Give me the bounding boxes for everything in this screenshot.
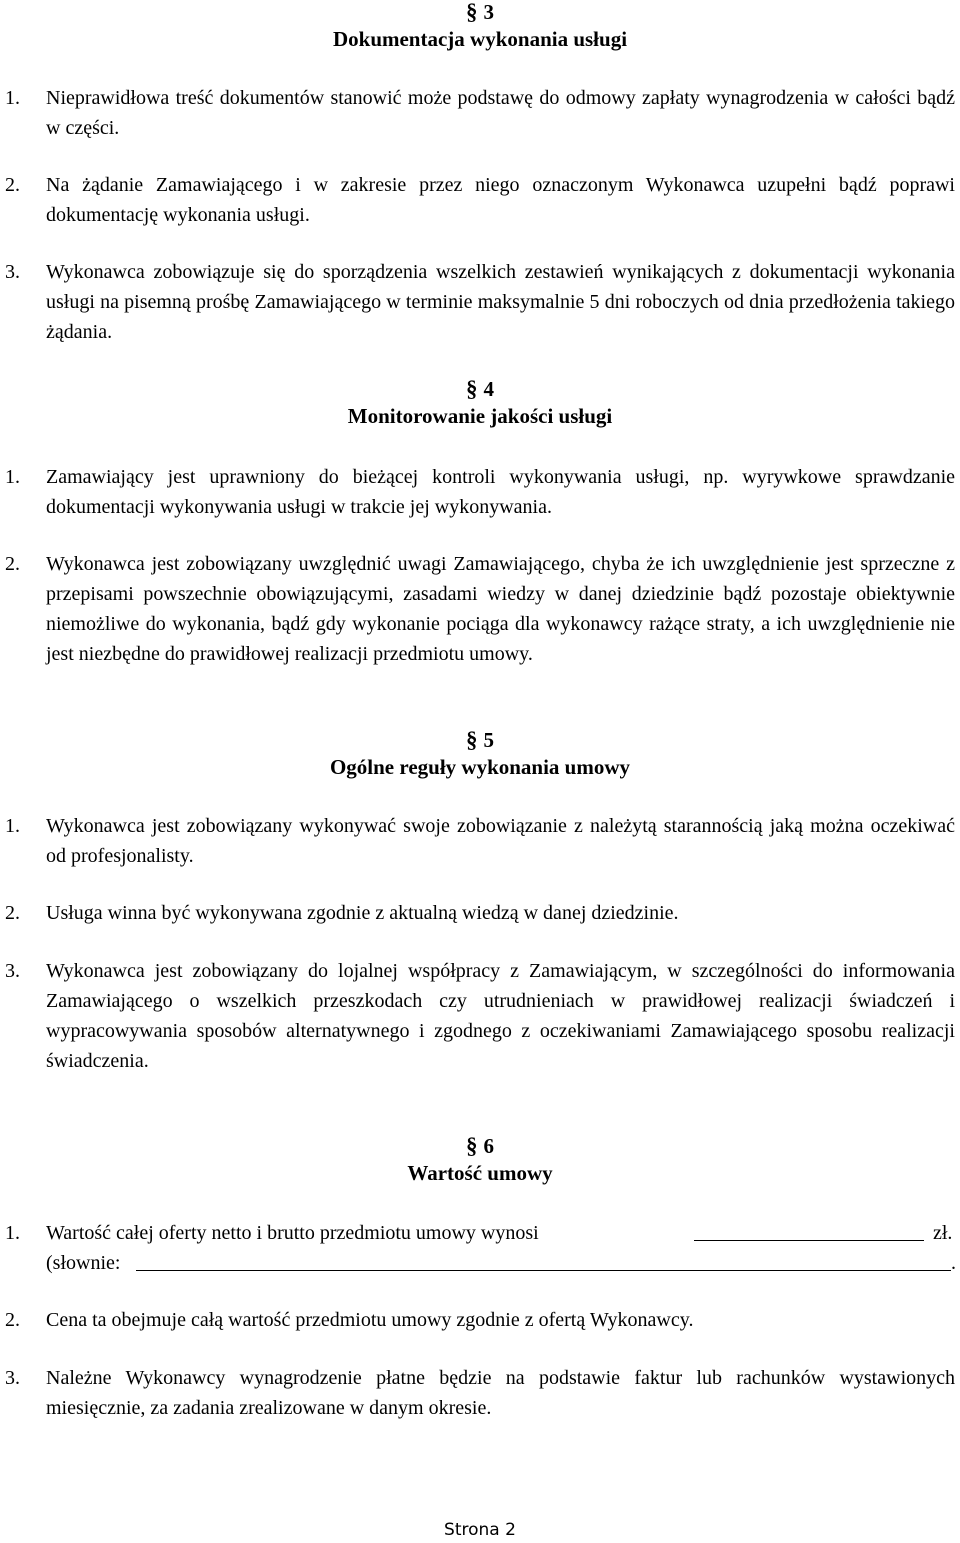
section-title: Monitorowanie jakości usługi [347, 404, 613, 428]
section-title: Wartość umowy [407, 1161, 553, 1185]
item-number: 1. [5, 815, 20, 837]
item-text: Cena ta obejmuje całą wartość przedmiotu umowy zgodnie z ofertą Wykonawcy. [46, 1309, 694, 1331]
item-number: 2. [5, 1309, 20, 1331]
item-text: Wykonawca zobowiązuje się do sporządzenia wszelkich zestawień wynikających z dokumentacji wykonania usługi na pisemną prośbę Zamawiającego w terminie maksymalnie 5 dni roboczych od dnia przedłożenia takiego żądania. [46, 261, 955, 343]
item-text: Zamawiający jest uprawniony do bieżącej kontroli wykonywania usługi, np. wyrywkowe sprawdzanie dokumentacji wykonywania usługi w trakcie jej wykonywania. [46, 466, 955, 518]
item-text: Usługa winna być wykonywana zgodnie z aktualną wiedzą w danej dziedzinie. [46, 902, 679, 924]
list-item [5, 462, 955, 522]
item-text: (słownie: [46, 1252, 121, 1274]
section-number: 6 [483, 1134, 494, 1158]
section-title: Ogólne reguły wykonania umowy [329, 755, 631, 779]
item-number: 3. [5, 960, 20, 982]
amount-in-words-blank-field[interactable] [136, 1248, 951, 1271]
item-text: Wykonawca jest zobowiązany wykonywać swoje zobowiązanie z należytą starannością jaką można oczekiwać od profesjonalisty. [46, 815, 955, 867]
list-item [5, 1218, 955, 1278]
section-number: 5 [483, 728, 494, 752]
list-item [5, 170, 955, 230]
amount-blank-field[interactable] [694, 1218, 924, 1241]
section-4-header [0, 377, 960, 431]
section-title: Dokumentacja wykonania usługi [332, 27, 628, 51]
item-number: 1. [5, 87, 20, 109]
item-number: 2. [5, 902, 20, 924]
section-number: 3 [483, 0, 494, 24]
item-number: 3. [5, 1367, 20, 1389]
item-text: Na żądanie Zamawiającego i w zakresie przez niego oznaczonym Wykonawca uzupełni bądź poprawi dokumentację wykonania usługi. [46, 174, 955, 226]
list-item [5, 1363, 955, 1423]
sentence-end: . [951, 1252, 956, 1274]
item-number: 3. [5, 261, 20, 283]
page-footer: Strona 2 [444, 1520, 516, 1540]
list-item [5, 83, 955, 143]
currency-unit: zł. [933, 1222, 953, 1244]
item-text: Należne Wykonawcy wynagrodzenie płatne będzie na podstawie faktur lub rachunków wystawionych miesięcznie, za zadania zrealizowane w danym okresie. [46, 1367, 955, 1419]
item-text: Nieprawidłowa treść dokumentów stanowić może podstawę do odmowy zapłaty wynagrodzenia w całości bądź w części. [46, 87, 955, 139]
section-6-header [0, 1134, 960, 1188]
item-number: 1. [5, 466, 20, 488]
section-5-header [0, 728, 960, 782]
list-item [5, 811, 955, 871]
list-item [5, 549, 955, 669]
item-number: 1. [5, 1222, 20, 1244]
item-number: 2. [5, 553, 20, 575]
section-3-header [0, 0, 960, 54]
list-item [5, 1305, 955, 1335]
section-number: 4 [483, 377, 494, 401]
section-symbol: § [466, 376, 478, 401]
item-text: Wartość całej oferty netto i brutto przedmiotu umowy wynosi [46, 1222, 539, 1244]
section-symbol: § [466, 0, 478, 24]
section-symbol: § [466, 727, 478, 752]
item-text: Wykonawca jest zobowiązany do lojalnej współpracy z Zamawiającym, w szczególności do informowania Zamawiającego o wszelkich przeszkodach czy utrudnieniach w prawidłowej realizacji świadczeń i wypracowywania sposobów alternatywnego i zgodnego z oczekiwaniami Zamawiającego sposobu realizacji świadczenia. [46, 960, 955, 1072]
list-item [5, 956, 955, 1076]
item-text: Wykonawca jest zobowiązany uwzględnić uwagi Zamawiającego, chyba że ich uwzględnienie jest sprzeczne z przepisami powszechnie obowiązującymi, zasadami wiedzy w danej dziedzinie bądź pozostaje obiektywnie niemożliwe do wykonania, bądź gdy wykonanie pociąga dla wykonawcy rażące straty, a ich uwzględnienie nie jest niezbędne do prawidłowej realizacji przedmiotu umowy. [46, 553, 955, 665]
section-symbol: § [466, 1133, 478, 1158]
list-item [5, 898, 955, 928]
list-item [5, 257, 955, 347]
item-number: 2. [5, 174, 20, 196]
